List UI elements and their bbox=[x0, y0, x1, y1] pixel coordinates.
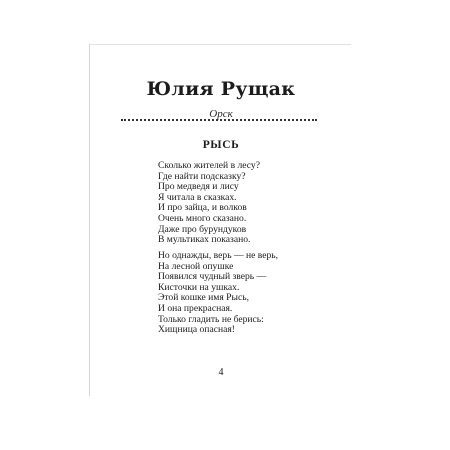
poem-line: Но однажды, верь — не верь, bbox=[158, 250, 279, 261]
poem-line: В мультиках показано. bbox=[158, 234, 251, 246]
poem-line: На лесной опушке bbox=[158, 260, 234, 272]
author-city: Орск bbox=[209, 108, 233, 120]
stanza-1 bbox=[158, 161, 260, 246]
poem-line: Очень много сказано. bbox=[158, 212, 247, 224]
poem-line: Хищница опасная! bbox=[158, 324, 235, 336]
dotted-divider bbox=[121, 119, 317, 121]
poem-line: Где найти подсказку? bbox=[158, 170, 246, 182]
page-number: 4 bbox=[218, 367, 224, 378]
poem-line: Этой кошке имя Рысь, bbox=[158, 292, 249, 304]
poem-line: Только гладить не берись: bbox=[158, 313, 264, 325]
poem-line: Про медведя и лису bbox=[158, 181, 239, 193]
book-page bbox=[89, 44, 351, 396]
poem-line: И она прекрасная. bbox=[158, 302, 233, 314]
stanza-2 bbox=[158, 251, 278, 336]
poem-line: Даже про бурундуков bbox=[158, 223, 247, 235]
poem-line: Сколько жителей в лесу? bbox=[158, 160, 260, 171]
poem-line: Кисточки на ушках. bbox=[158, 281, 240, 293]
poem-line: Я читала в сказках. bbox=[158, 191, 237, 203]
poem-line: Появился чудный зверь — bbox=[158, 271, 267, 283]
poem-line: И про зайца, и волков bbox=[158, 202, 247, 214]
author-name: Юлия Рущак bbox=[146, 78, 296, 100]
poem-title: РЫСЬ bbox=[202, 139, 240, 151]
